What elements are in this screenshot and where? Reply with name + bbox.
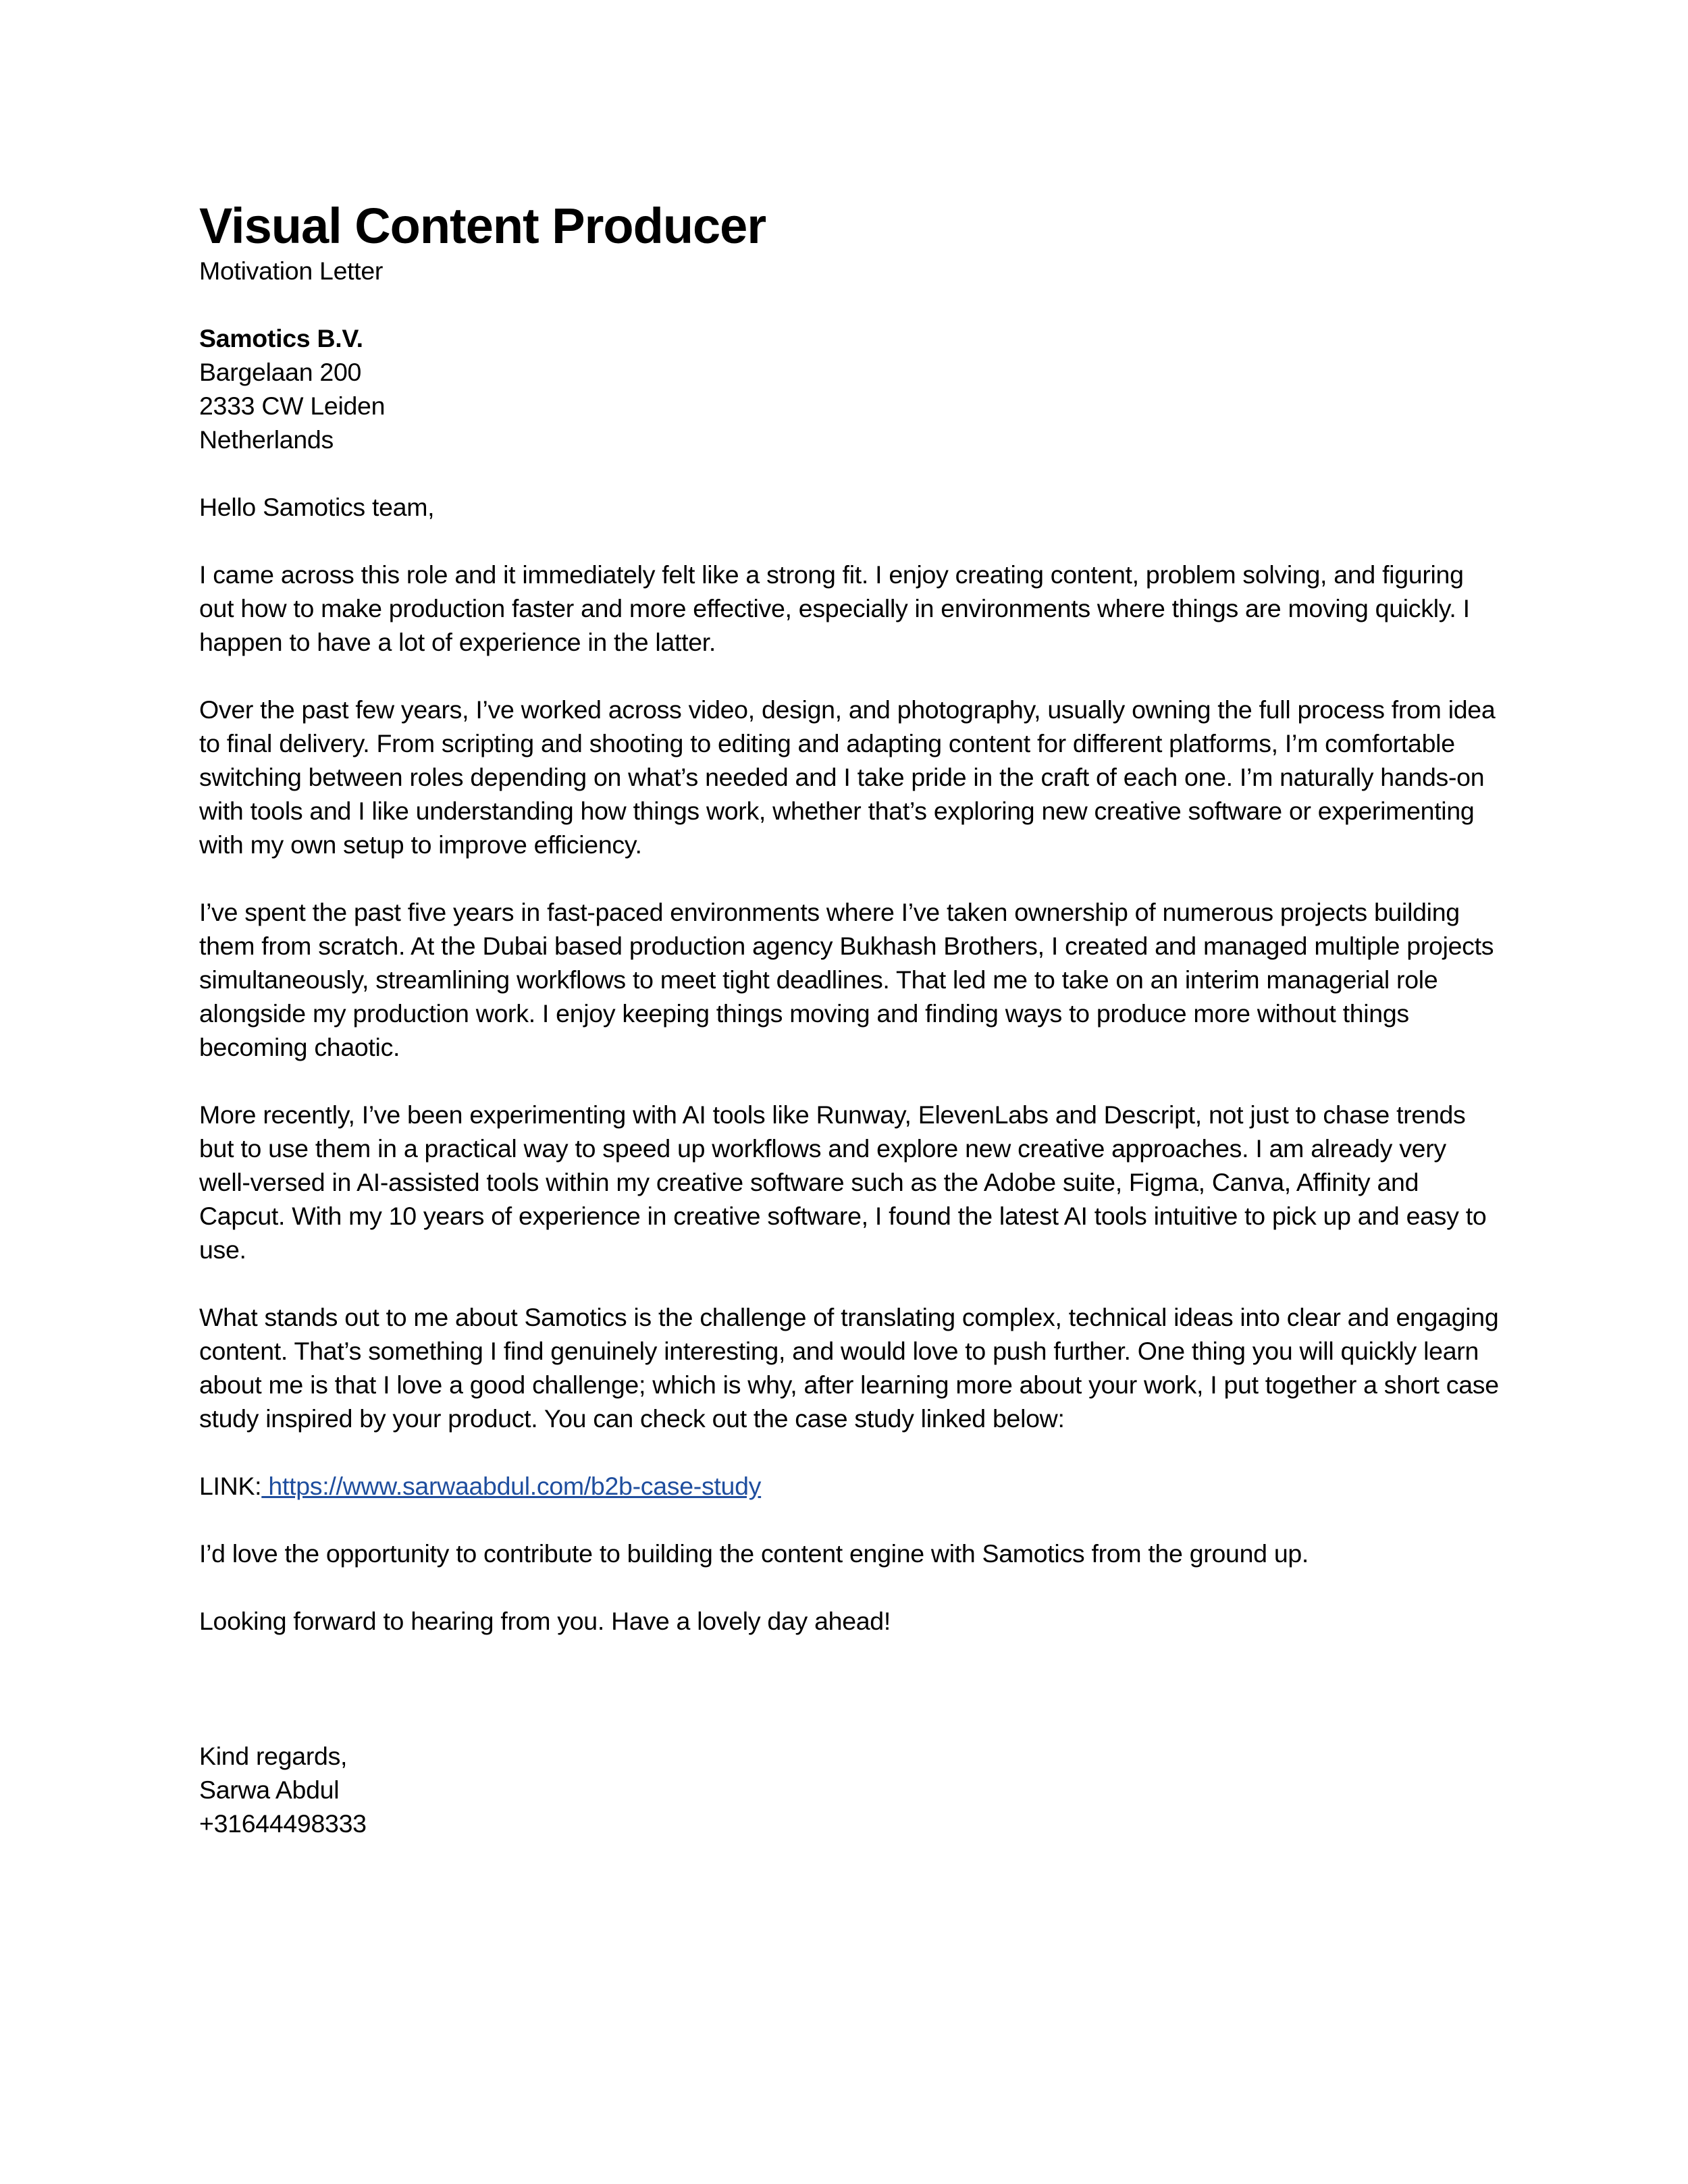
signature-name: Sarwa Abdul	[199, 1776, 340, 1804]
recipient-city: 2333 CW Leiden	[199, 392, 386, 420]
document-title: Visual Content Producer	[199, 198, 766, 254]
signature-phone: +31644498333	[199, 1809, 367, 1838]
link-label: LINK:	[199, 1472, 262, 1500]
signature-regards: Kind regards,	[199, 1742, 348, 1770]
link-line	[199, 1469, 1502, 1503]
document-subtitle: Motivation Letter	[199, 257, 384, 285]
case-study-link[interactable]: https://www.sarwaabdul.com/b2b-case-study	[261, 1472, 762, 1500]
recipient-address	[199, 321, 1502, 456]
paragraph-samotics: What stands out to me about Samotics is the challenge of translating complex, technical ideas into clear and engaging content. That’s something I find genuinely interesting, and would love to push further. One thing you will quickly learn about me is that I love a good challenge; which is why, after learning more about your work, I put together a short case study inspired by your product. You can check out the case study linked below:	[199, 1303, 1499, 1433]
signature-block	[199, 1739, 1502, 1840]
recipient-company: Samotics B.V.	[199, 324, 363, 352]
recipient-country: Netherlands	[199, 425, 334, 454]
letter-page	[199, 196, 1502, 1840]
paragraph-experience: Over the past few years, I’ve worked across video, design, and photography, usually owning the full process from idea to final delivery. From scripting and shooting to editing and adapting content for different platforms, I’m comfortable switching between roles depending on what’s needed and I take pride in the craft of each one. I’m naturally hands-on with tools and I like understanding how things work, whether that’s exploring new creative software or experimenting with my own setup to improve efficiency.	[199, 695, 1496, 859]
paragraph-ai-tools: More recently, I’ve been experimenting with AI tools like Runway, ElevenLabs and Descript, not just to chase trends but to use them in a practical way to speed up workflows and explore new creative approaches. I am already very well-versed in AI-assisted tools within my creative software such as the Adobe suite, Figma, Canva, Affinity and Capcut. With my 10 years of experience in creative software, I found the latest AI tools intuitive to pick up and easy to use.	[199, 1100, 1487, 1264]
paragraph-projects: I’ve spent the past five years in fast-paced environments where I’ve taken ownership of numerous projects building them from scratch. At the Dubai based production agency Bukhash Brothers, I created and managed multiple projects simultaneously, streamlining workflows to meet tight deadlines. That led me to take on an interim managerial role alongside my production work. I enjoy keeping things moving and finding ways to produce more without things becoming chaotic.	[199, 898, 1494, 1061]
greeting: Hello Samotics team,	[199, 493, 435, 521]
paragraph-farewell: Looking forward to hearing from you. Have a lovely day ahead!	[199, 1607, 891, 1635]
paragraph-intro: I came across this role and it immediately felt like a strong fit. I enjoy creating content, problem solving, and figuring out how to make production faster and more effective, especially in environments where things are moving quickly. I happen to have a lot of experience in the latter.	[199, 560, 1470, 656]
paragraph-opportunity: I’d love the opportunity to contribute to building the content engine with Samotics from the ground up.	[199, 1539, 1309, 1568]
recipient-street: Bargelaan 200	[199, 358, 362, 386]
